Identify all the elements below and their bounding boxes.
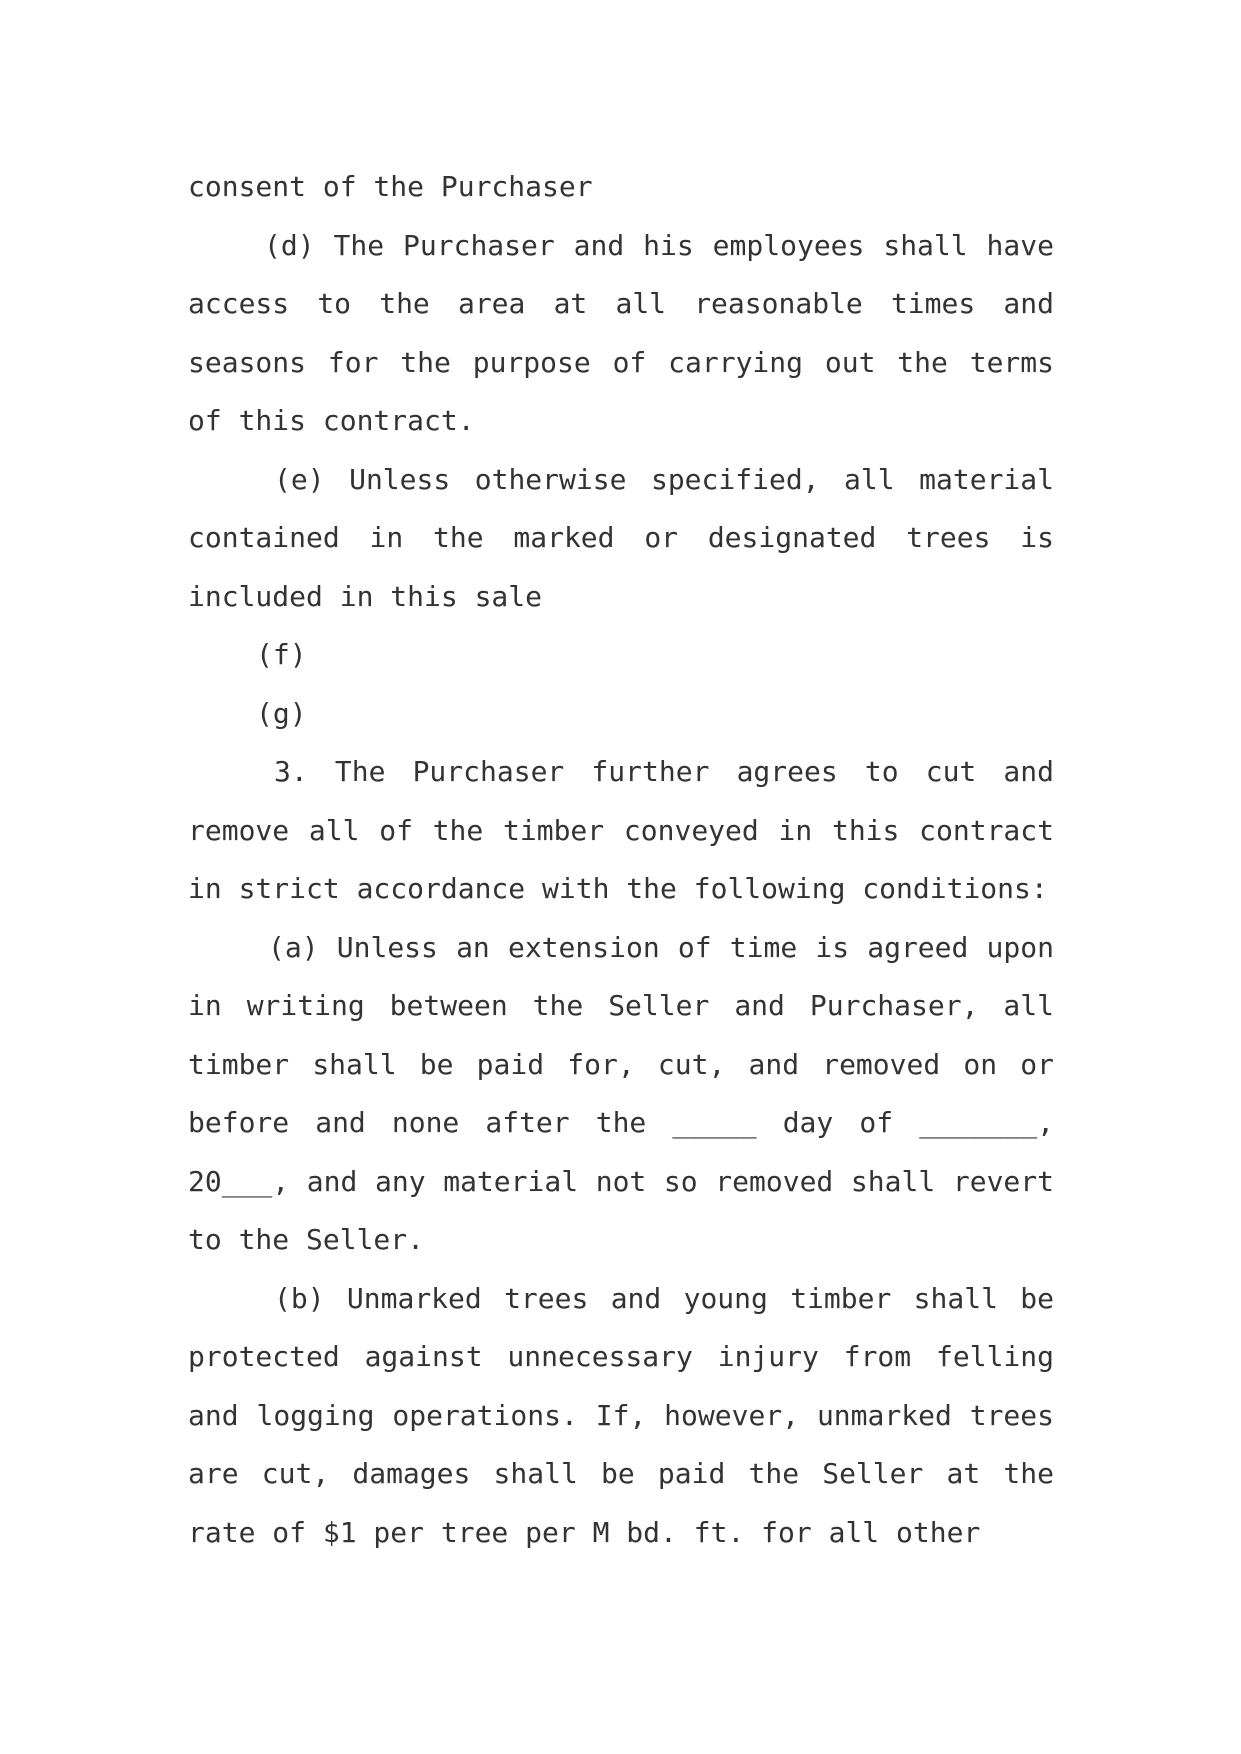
paragraph-3-conditions: 3. The Purchaser further agrees to cut and remove all of the timber conveyed in this contract in strict accordance with the following conditions: — [188, 755, 1054, 905]
paragraph-b-unmarked-trees: (b) Unmarked trees and young timber shall be protected against unnecessary injury from felling and logging operations. If, however, unmarked trees are cut, damages shall be paid the Seller at the rate of $1 per tree per M bd. ft. for all other — [188, 1281, 1054, 1549]
paragraph-g: (g) — [256, 696, 307, 730]
paragraph-a-extension: (a) Unless an extension of time is agreed upon in writing between the Seller and Purchaser, all timber shall be paid for, cut, and removed on or before and none after the _____ day of _______, 20___, and any material not so removed shall revert to the Seller. — [188, 930, 1054, 1256]
paragraph-d-access: (d) The Purchaser and his employees shall have access to the area at all reasonable times and seasons for the purpose of carrying out the terms of this contract. — [188, 228, 1054, 437]
contract-text — [188, 158, 1054, 1562]
paragraph-f: (f) — [256, 638, 307, 671]
paragraph-consent: consent of the Purchaser — [188, 170, 593, 203]
paragraph-e-material: (e) Unless otherwise specified, all material contained in the marked or designated trees is included in this sale — [188, 462, 1054, 613]
